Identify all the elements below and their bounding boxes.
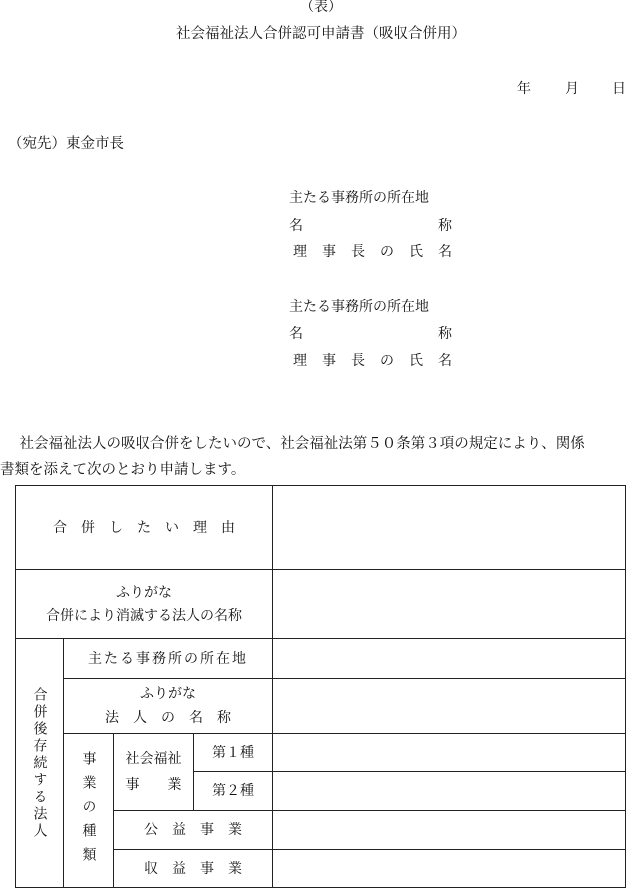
surviving-address-entry-cell[interactable] [273,639,625,678]
dissolved-corp-label [16,570,272,638]
rep-label-char: の [380,244,394,260]
social-welfare-business-label: 社会福祉 事 業 [125,751,182,793]
body-text-line-2: 書類を添えて次のとおり申請します。 [0,462,246,478]
address-label: 主たる事務所の所在地 [289,190,429,206]
dissolved-name-label: 合併により消滅する法人の名称 [46,607,242,624]
date-year-label: 年 [517,81,531,97]
date-day-label: 日 [612,81,626,97]
surviving-name-entry-cell[interactable] [273,679,625,733]
dissolved-furigana-label: ふりがな [116,584,172,601]
rep-label-char: 名 [438,244,452,260]
reason-label: 合 併 し た い 理 由 [53,519,235,536]
surviving-corp-group-label: 合併後存続する法人 [31,686,48,840]
type1-entry-cell[interactable] [273,734,625,771]
profit-business-label: 収 益 事 業 [144,860,242,877]
dissolved-name-entry-cell[interactable] [273,570,625,638]
public-interest-business-label: 公 益 事 業 [144,822,242,838]
surviving-name-label-group [64,679,272,733]
date-month-label: 月 [565,81,579,97]
type2-entry-cell[interactable] [273,772,625,810]
rep-label-char: 氏 [409,244,423,260]
profit-entry-cell[interactable] [273,850,625,887]
form-side-label: （表） [300,0,342,15]
name-label-end: 称 [438,218,452,234]
document-title: 社会福祉法人合併認可申請書（吸収合併用） [176,26,466,42]
reason-entry-cell[interactable] [273,486,625,569]
type2-label: 第２種 [212,783,254,799]
type1-label: 第１種 [212,744,254,761]
rep-label-char: 名 [438,353,452,369]
addressee: （宛先）東金市長 [8,136,124,152]
rep-label-char: 氏 [409,353,423,369]
name-label-start: 名 [289,326,303,342]
name-label-start: 名 [289,218,303,234]
rep-label-char: 理 [293,353,307,369]
rep-label-char: の [380,353,394,369]
rep-label-char: 理 [293,244,307,260]
rep-label-char: 長 [351,353,365,369]
rep-label-char: 事 [322,353,336,369]
body-text-line-1: 社会福祉法人の吸収合併をしたいので、社会福祉法第５０条第３項の規定により、関係 [5,436,585,452]
surviving-furigana-label: ふりがな [140,686,196,702]
name-label-end: 称 [438,326,452,342]
surviving-address-label: 主たる事務所の所在地 [88,650,248,667]
business-kind-label: 事業の種類 [80,750,97,871]
rep-label-char: 事 [322,244,336,260]
public-interest-entry-cell[interactable] [273,811,625,849]
surviving-name-label: 法 人 の 名 称 [105,710,231,726]
address-label: 主たる事務所の所在地 [289,299,429,315]
rep-label-char: 長 [351,244,365,260]
